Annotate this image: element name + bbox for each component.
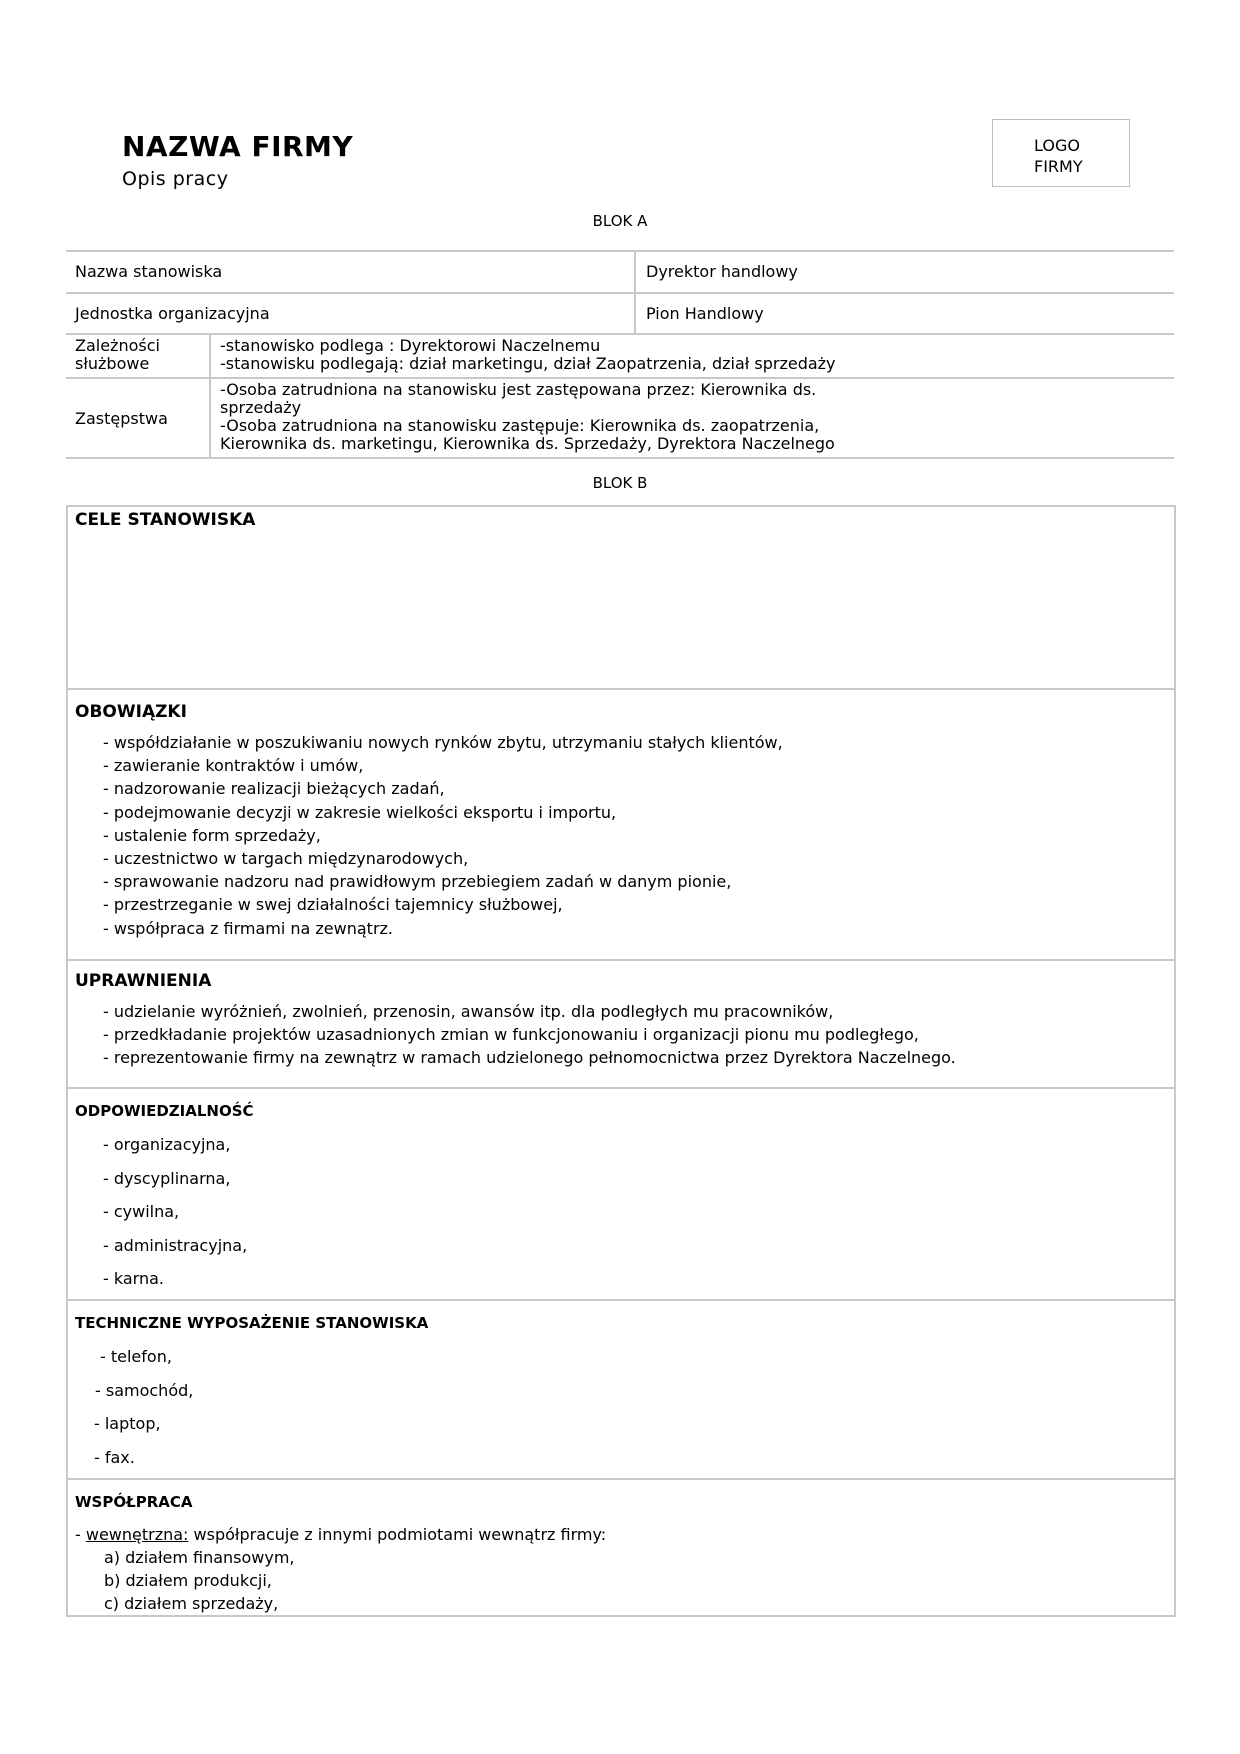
table-a-row-divider — [66, 292, 1174, 294]
duties-item: - podejmowanie decyzji w zakresie wielkości eksportu i importu, — [103, 802, 617, 822]
substitutions-value: -Osoba zatrudniona na stanowisku jest zastępowana przez: Kierownika ds. sprzedaży -Osoba zatrudniona na stanowisku zastępuje: Kierownika ds. zaopatrzenia, Kierownika ds. marketingu, Kierownika ds. Sprzedaży, Dyrektora Naczelnego — [220, 380, 835, 453]
table-b-border-right — [1174, 505, 1176, 1617]
duties-item: - ustalenie form sprzedaży, — [103, 825, 321, 845]
table-a-row-divider — [66, 377, 1174, 379]
goals-title: CELE STANOWISKA — [75, 510, 256, 530]
duties-item: - współdziałanie w poszukiwaniu nowych rynków zbytu, utrzymaniu stałych klientów, — [103, 733, 783, 752]
authority-item: - przedkładanie projektów uzasadnionych zmian w funkcjonowaniu i organizacji pionu mu podległego, — [103, 1025, 919, 1045]
cooperation-list — [104, 1546, 295, 1616]
equipment-title: TECHNICZNE WYPOSAŻENIE STANOWISKA — [75, 1314, 429, 1332]
dependencies-label: Zależności służbowe — [75, 336, 160, 373]
equipment-list — [94, 1340, 194, 1474]
cooperation-item: a) działem finansowym, — [104, 1548, 295, 1567]
responsibility-item: - organizacyjna, — [103, 1135, 231, 1154]
responsibility-list — [103, 1128, 247, 1296]
duties-item: - zawieranie kontraktów i umów, — [103, 756, 364, 776]
responsibility-title: ODPOWIEDZIALNOŚĆ — [75, 1102, 254, 1120]
authority-item: - reprezentowanie firmy na zewnątrz w ramach udzielonego pełnomocnictwa przez Dyrektora Naczelnego. — [103, 1048, 956, 1068]
org-unit-label: Jednostka organizacyjna — [75, 304, 270, 323]
substitutions-label: Zastępstwa — [75, 409, 168, 428]
org-unit-value: Pion Handlowy — [646, 304, 764, 323]
duties-item: - przestrzeganie w swej działalności tajemnicy służbowej, — [103, 895, 563, 915]
equipment-item: - laptop, — [94, 1414, 161, 1433]
internal-cooperation-line: - wewnętrzna: współpracuje z innymi podmiotami wewnątrz firmy: — [75, 1525, 607, 1544]
table-b-section-divider — [66, 688, 1176, 690]
dependencies-value: -stanowisko podlega : Dyrektorowi Naczelnemu -stanowisku podlegają: dział marketingu, dział Zaopatrzenia, dział sprzedaży — [220, 336, 836, 373]
table-b-border-top — [66, 505, 1176, 507]
authority-item: - udzielanie wyróżnień, zwolnień, przenosin, awansów itp. dla podległych mu pracowników, — [103, 1002, 834, 1021]
table-a-column-divider — [209, 333, 211, 459]
duties-item: - uczestnictwo w targach międzynarodowych, — [103, 849, 469, 869]
responsibility-item: - administracyjna, — [103, 1235, 248, 1255]
table-b-section-divider — [66, 1087, 1176, 1089]
table-a-border-bottom — [66, 457, 1174, 459]
duties-item: - sprawowanie nadzoru nad prawidłowym przebiegiem zadań w danym pionie, — [103, 872, 732, 892]
duties-title: OBOWIĄZKI — [75, 702, 187, 722]
job-title-label: Nazwa stanowiska — [75, 262, 223, 281]
company-name: NAZWA FIRMY — [122, 130, 354, 163]
table-b-section-divider — [66, 959, 1176, 961]
duties-item: - współpraca z firmami na zewnątrz. — [103, 918, 394, 938]
equipment-item: - samochód, — [95, 1380, 194, 1400]
table-b-section-divider — [66, 1299, 1176, 1301]
responsibility-item: - dyscyplinarna, — [103, 1168, 231, 1188]
cooperation-title: WSPÓŁPRACA — [75, 1493, 193, 1511]
internal-label: wewnętrzna: — [85, 1525, 189, 1544]
duties-list — [103, 731, 783, 940]
block-b-label: BLOK B — [592, 474, 648, 492]
job-title-value: Dyrektor handlowy — [646, 262, 798, 281]
authority-list — [103, 1000, 956, 1070]
equipment-item: - fax. — [94, 1447, 135, 1467]
duties-item: - nadzorowanie realizacji bieżących zadań, — [103, 779, 445, 799]
table-a-column-divider — [634, 250, 636, 334]
block-a-label: BLOK A — [592, 212, 648, 230]
table-b-border-left — [66, 505, 68, 1617]
table-a-border-top — [66, 250, 1174, 252]
table-b-section-divider — [66, 1478, 1176, 1480]
cooperation-item: b) działem produkcji, — [104, 1571, 272, 1591]
document-type: Opis pracy — [122, 168, 229, 190]
table-a-row-divider — [66, 333, 1174, 335]
equipment-item: - telefon, — [100, 1347, 172, 1366]
responsibility-item: - karna. — [103, 1269, 164, 1288]
responsibility-item: - cywilna, — [103, 1202, 180, 1221]
company-logo-placeholder — [992, 119, 1130, 187]
authority-title: UPRAWNIENIA — [75, 971, 212, 991]
cooperation-item: c) działem sprzedaży, — [104, 1594, 279, 1614]
logo-text: LOGO FIRMY — [1034, 136, 1083, 176]
